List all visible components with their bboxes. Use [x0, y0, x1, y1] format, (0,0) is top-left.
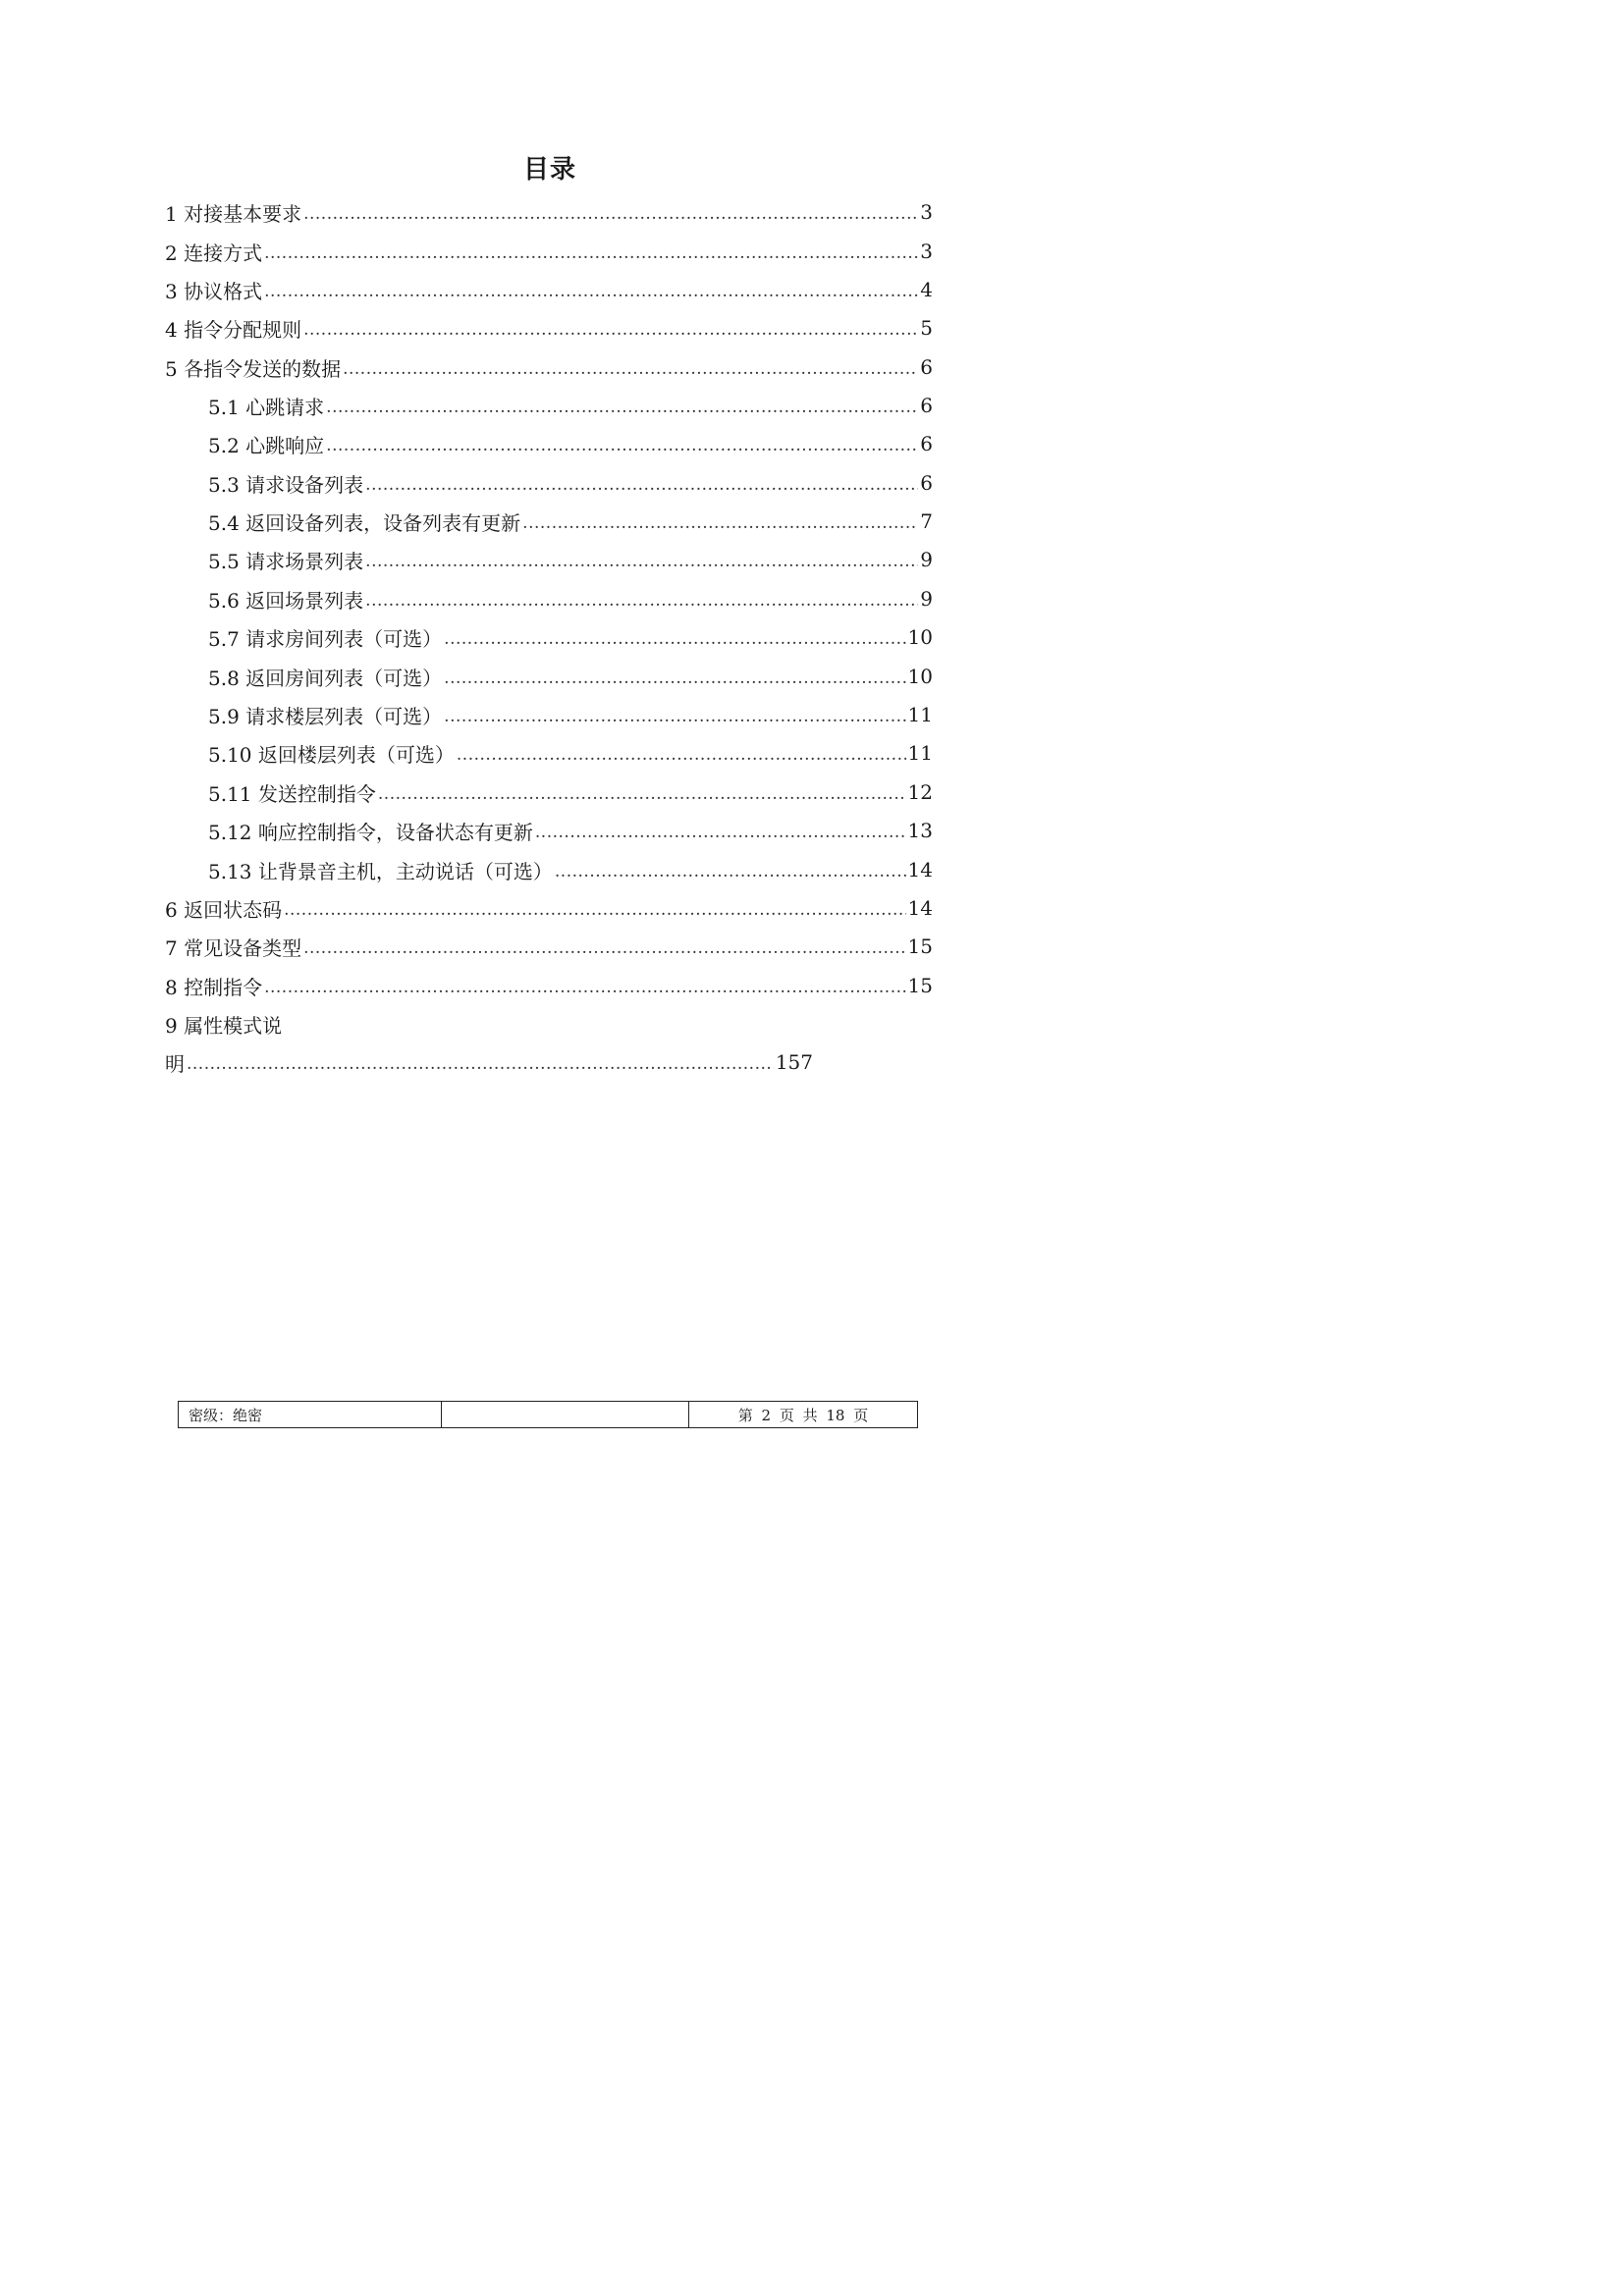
toc-leader: [187, 1050, 774, 1070]
toc-entry-label: 5.10 返回楼层列表（可选）: [208, 742, 455, 767]
toc-leader: [535, 819, 906, 838]
toc-entry-label: 5.7 请求房间列表（可选）: [208, 626, 443, 651]
page-title: 目录: [522, 155, 576, 185]
toc-entry-page: 5: [920, 316, 933, 340]
toc-entry-5-7[interactable]: [208, 617, 933, 657]
toc-entry-page: 4: [920, 278, 933, 301]
toc-entry-5-5[interactable]: [208, 540, 933, 579]
toc-entry-9[interactable]: [165, 1004, 933, 1043]
toc-entry-label: 7 常见设备类型: [165, 935, 302, 960]
toc-entry-label: 5.13 让背景音主机，主动说话（可选）: [208, 859, 553, 883]
toc-entry-1[interactable]: [165, 192, 933, 232]
toc-entry-3[interactable]: [165, 270, 933, 309]
toc-entry-label: 5.5 请求场景列表: [208, 549, 364, 573]
toc-entry-label: 5.11 发送控制指令: [208, 781, 376, 806]
toc-entry-page: 3: [920, 200, 933, 224]
toc-leader: [343, 355, 918, 375]
toc-entry-page: 12: [907, 780, 933, 804]
toc-entry-page: 14: [907, 858, 933, 881]
toc-entry-label: 9 属性模式说: [165, 1013, 283, 1038]
toc-leader: [326, 432, 918, 452]
toc-entry-label: 5.3 请求设备列表: [208, 472, 364, 497]
toc-leader: [303, 934, 905, 954]
toc-leader: [264, 974, 905, 993]
toc-entry-page: 6: [920, 394, 933, 417]
toc-leader: [326, 394, 918, 413]
toc-leader: [444, 665, 905, 684]
toc-entry-label: 5.12 响应控制指令，设备状态有更新: [208, 820, 533, 844]
page-footer: [178, 1401, 918, 1428]
toc-entry-5-10[interactable]: [208, 733, 933, 773]
toc-leader: [303, 316, 918, 336]
toc-leader: [444, 703, 905, 722]
toc-entry-5-1[interactable]: [208, 386, 933, 425]
toc-entry-label: 5 各指令发送的数据: [165, 356, 342, 381]
toc-entry-page: 14: [907, 896, 933, 920]
toc-entry-page: 6: [920, 471, 933, 495]
toc-leader: [284, 896, 905, 916]
toc-entry-label: 5.1 心跳请求: [208, 395, 325, 419]
toc-entry-7[interactable]: [165, 927, 933, 966]
toc-entry-page: 6: [920, 432, 933, 455]
toc-entry-label: 5.4 返回设备列表，设备列表有更新: [208, 510, 521, 535]
toc-leader: [365, 471, 918, 491]
toc-entry-5-9[interactable]: [208, 695, 933, 734]
toc-entry-2[interactable]: [165, 232, 933, 271]
toc-entry-page: 3: [920, 240, 933, 263]
footer-page-info: 第 2 页 共 18 页: [737, 1406, 869, 1424]
toc-entry-5-3[interactable]: [208, 463, 933, 503]
toc-entry-5-12[interactable]: [208, 811, 933, 850]
toc-entry-5-2[interactable]: [208, 424, 933, 463]
toc-entry-label: 6 返回状态码: [165, 897, 283, 922]
toc-entry-5-11[interactable]: [208, 773, 933, 812]
toc-entry-label: 1 对接基本要求: [165, 201, 302, 226]
toc-leader: [522, 509, 918, 529]
toc-leader: [303, 200, 918, 220]
toc-entry-5-13[interactable]: [208, 850, 933, 889]
toc-entry-label: 8 控制指令: [165, 975, 263, 999]
toc-leader: [264, 240, 918, 259]
toc-entry-label: 5.9 请求楼层列表（可选）: [208, 704, 443, 728]
toc-leader: [365, 548, 918, 567]
toc-entry-label: 2 连接方式: [165, 240, 263, 265]
toc-leader: [264, 278, 918, 297]
toc-entry-4[interactable]: [165, 308, 933, 347]
toc-entry-label: 5.2 心跳响应: [208, 433, 325, 457]
toc-entry-page: 9: [920, 587, 933, 611]
toc-entry-5[interactable]: [165, 347, 933, 387]
toc-entry-label: 5.6 返回场景列表: [208, 588, 364, 613]
toc-entry-5-6[interactable]: [208, 579, 933, 618]
toc-entry-page: 15: [907, 974, 933, 997]
toc-entry-label: 4 指令分配规则: [165, 317, 302, 342]
toc-entry-page: 7: [920, 509, 933, 533]
toc-entry-page: 9: [920, 548, 933, 571]
toc-entry-8[interactable]: [165, 966, 933, 1005]
toc-leader: [365, 587, 918, 607]
toc-entry-6[interactable]: [165, 888, 933, 928]
toc-entry-page: 11: [907, 741, 933, 765]
toc-entry-label: 5.8 返回房间列表（可选）: [208, 666, 443, 690]
toc-entry-page: 157: [775, 1050, 813, 1074]
footer-middle-cell: [442, 1402, 689, 1427]
toc-entry-page: 13: [907, 819, 933, 842]
toc-leader: [555, 858, 906, 878]
footer-classification: 密级：绝密: [179, 1402, 442, 1427]
toc-entry-5-8[interactable]: [208, 657, 933, 696]
toc-entry-page: 15: [907, 934, 933, 958]
toc-entry-label: 明: [165, 1051, 185, 1076]
toc-entry-page: 6: [920, 355, 933, 379]
toc-entry-9-continued[interactable]: [165, 1042, 813, 1082]
toc-entry-label: 3 协议格式: [165, 279, 263, 303]
toc-leader: [457, 741, 906, 761]
toc-entry-page: 10: [907, 625, 933, 649]
toc-leader: [444, 625, 905, 645]
toc-entry-page: 11: [907, 703, 933, 726]
toc-entry-5-4[interactable]: [208, 502, 933, 541]
toc-leader: [378, 780, 906, 800]
toc-entry-page: 10: [907, 665, 933, 688]
